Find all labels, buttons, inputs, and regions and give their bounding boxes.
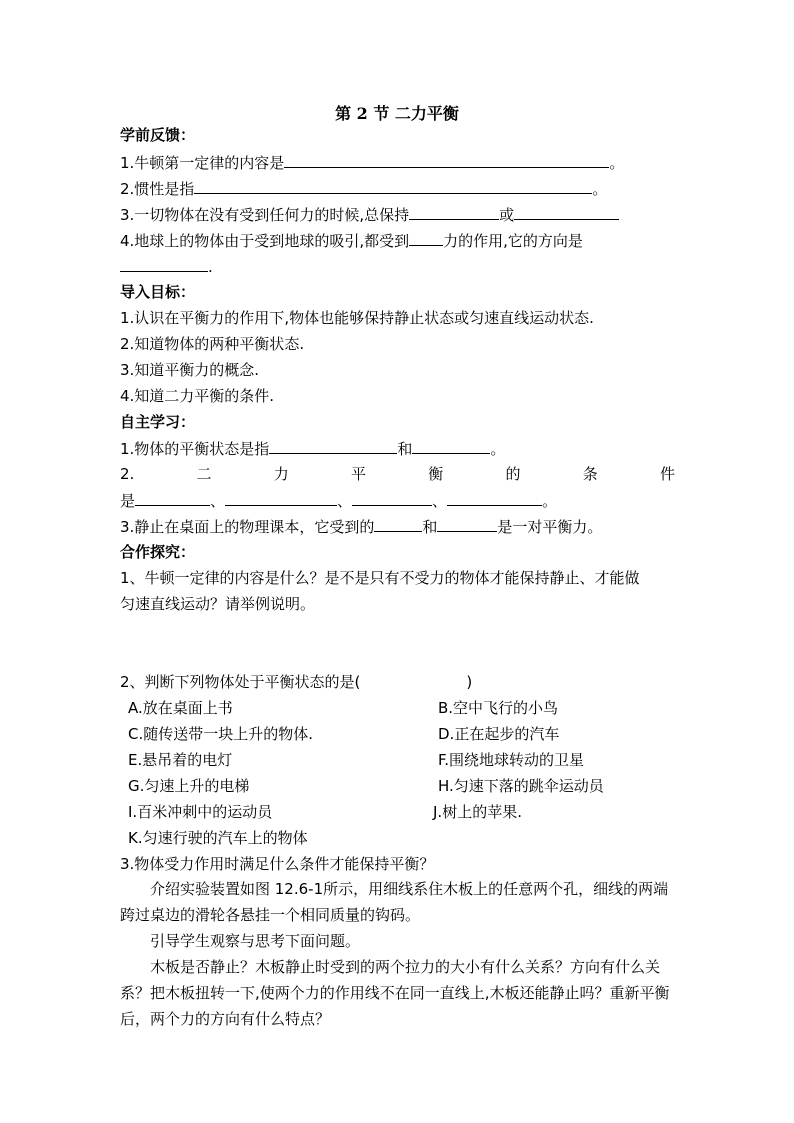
study-question-2-line2 <box>120 490 557 511</box>
answer-blank[interactable] <box>194 178 592 194</box>
question-text: 2. <box>120 465 135 483</box>
option-k: K.匀速行驶的汽车上的物体 <box>128 829 308 847</box>
option-a: A.放在桌面上书 <box>128 699 233 717</box>
question-text: 2.惯性是指 <box>120 180 195 198</box>
option-i: I.百米冲刺中的运动员 <box>128 803 273 821</box>
question-2 <box>120 178 607 199</box>
answer-blank[interactable] <box>514 204 619 220</box>
question-text: 1.物体的平衡状态是指 <box>120 440 270 458</box>
question-text: 二 <box>196 465 212 483</box>
goal-item: 1.认识在平衡力的作用下,物体也能够保持静止状态或匀速直线运动状态. <box>120 309 594 327</box>
question-3 <box>120 204 619 225</box>
answer-blank[interactable] <box>437 516 497 532</box>
option-e: E.悬吊着的电灯 <box>128 751 233 769</box>
question-text: 平 <box>351 465 367 483</box>
question-text: 的 <box>505 465 521 483</box>
explore-question-1: 1、牛顿一定律的内容是什么？是不是只有不受力的物体才能保持静止、才能做 <box>120 569 640 587</box>
question-text: 、 <box>210 492 226 510</box>
explore-question-2 <box>120 672 472 692</box>
option-b: B.空中飞行的小鸟 <box>438 699 559 717</box>
question-text: 。 <box>542 492 558 510</box>
paragraph-questions: 木板是否静止？木板静止时受到的两个拉力的大小有什么关系？方向有什么关系？把木板扭转一下,使两个力的作用线不在同一直线上,木板还能静止吗？重新平衡后，两个力的方向有什么特点？ <box>120 958 670 1028</box>
question-text: 是一对平衡力。 <box>497 518 603 536</box>
page-title: 第 2 节 二力平衡 <box>335 104 459 123</box>
question-text: 和 <box>422 518 438 536</box>
option-h: H.匀速下落的跳伞运动员 <box>438 777 604 795</box>
paragraph-guide: 引导学生观察与思考下面问题。 <box>150 932 361 950</box>
section-heading-goals: 导入目标： <box>120 283 196 301</box>
answer-blank[interactable] <box>412 438 490 454</box>
answer-blank[interactable] <box>284 152 609 168</box>
answer-blank[interactable] <box>447 490 542 506</box>
question-text: 衡 <box>428 465 444 483</box>
option-g: G.匀速上升的电梯 <box>128 777 250 795</box>
study-question-2-line1 <box>120 464 675 484</box>
paragraph-setup: 介绍实验装置如图 12.6-1所示，用细线系住木板上的任意两个孔，细线的两端跨过桌边的滑轮各悬挂一个相同质量的钩码。 <box>120 880 669 924</box>
section-heading-self-study: 自主学习： <box>120 413 196 431</box>
question-text: . <box>208 258 213 276</box>
answer-blank[interactable] <box>374 516 422 532</box>
question-text: 3.一切物体在没有受到任何力的时候,总保持 <box>120 206 410 224</box>
question-text: 、 <box>432 492 448 510</box>
question-text: 和 <box>397 440 413 458</box>
explore-question-3: 3.物体受力作用时满足什么条件才能保持平衡？ <box>120 855 435 873</box>
answer-blank[interactable] <box>352 490 432 506</box>
question-text: 或 <box>499 206 515 224</box>
goal-item: 4.知道二力平衡的条件. <box>120 387 275 405</box>
question-text: 力 <box>273 465 289 483</box>
option-d: D.正在起步的汽车 <box>438 725 560 743</box>
section-heading-cooperation: 合作探究： <box>120 543 196 561</box>
question-text: ) <box>466 673 473 691</box>
question-text: 2、判断下列物体处于平衡状态的是( <box>120 673 361 691</box>
question-text: 4.地球上的物体由于受到地球的吸引,都受到 <box>120 232 410 250</box>
question-text: 3.静止在桌面上的物理课本，它受到的 <box>120 518 375 536</box>
question-text: 条 <box>582 465 598 483</box>
section-heading-feedback: 学前反馈： <box>120 126 196 144</box>
option-f: F.围绕地球转动的卫星 <box>438 751 584 769</box>
study-question-1 <box>120 438 505 459</box>
answer-blank[interactable] <box>269 438 397 454</box>
question-1 <box>120 152 624 173</box>
question-text: 。 <box>592 180 608 198</box>
answer-blank[interactable] <box>409 204 499 220</box>
study-question-3 <box>120 516 602 537</box>
question-4-cont <box>120 256 213 277</box>
goal-item: 2.知道物体的两种平衡状态. <box>120 335 305 353</box>
explore-question-1-cont: 匀速直线运动？请举例说明。 <box>120 595 316 613</box>
question-text: 、 <box>337 492 353 510</box>
question-text: 。 <box>490 440 506 458</box>
question-text: 1.牛顿第一定律的内容是 <box>120 154 285 172</box>
question-text: 力的作用,它的方向是 <box>443 232 583 250</box>
goal-item: 3.知道平衡力的概念. <box>120 361 260 379</box>
question-text: 。 <box>609 154 625 172</box>
option-c: C.随传送带一块上升的物体. <box>128 725 314 743</box>
answer-blank[interactable] <box>120 256 208 272</box>
question-text: 是 <box>120 492 136 510</box>
option-j: J.树上的苹果. <box>433 803 522 821</box>
question-text: 件 <box>659 465 675 483</box>
question-4 <box>120 230 583 251</box>
answer-blank[interactable] <box>225 490 337 506</box>
answer-blank[interactable] <box>135 490 210 506</box>
answer-blank[interactable] <box>409 230 443 246</box>
